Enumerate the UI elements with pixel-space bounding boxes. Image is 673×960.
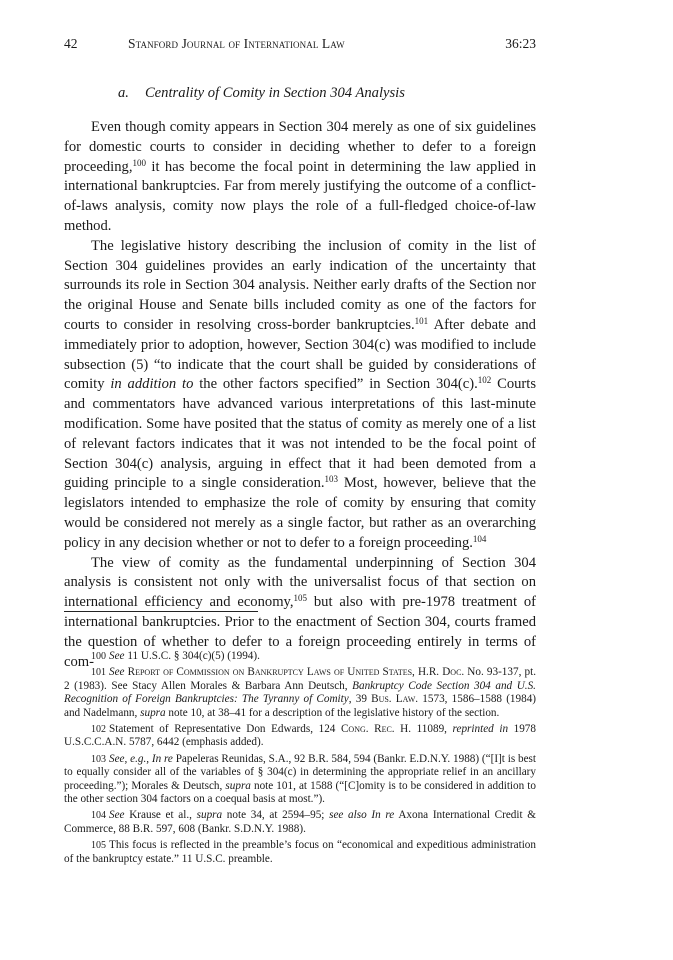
text-run: After debate and immediately prior to adoption, however, Section 304(c) was modified to include subsection (5) “to indicate that the court shall be guided by considerations of comity (64, 316, 536, 393)
supra: supra (140, 706, 166, 719)
footnote-number: 102 (91, 724, 106, 736)
footnote-102 (64, 723, 536, 750)
text-run: but also with pre-1978 treatment of international bankruptcies. Prior to the enactment of Section 304, courts framed the question of whether to defer to a foreign proceeding entirely in terms of com- (64, 594, 536, 670)
text-run: Most, however, believe that the legislators intended to emphasize the role of comity by ensuring that comity would be considered not merely as a single factor, but rather as an overarching policy in any decision whether or not to defer to a foreign proceeding. (64, 475, 536, 551)
text-run: Even though comity appears in Section 304 merely as one of six guidelines for domestic courts to consider in deciding whether to defer to a foreign proceeding, (64, 119, 536, 175)
footnote-text: 11 U.S.C. § 304(c)(5) (1994). (124, 650, 260, 662)
footnote-text: 1573, 1586–1588 (1984) and Nadelmann, (64, 693, 537, 719)
footnote-100 (64, 650, 536, 663)
footnote-text: note 101, at 1588 (“[C]omity is to be considered in addition to the other section 304 factors on a coequal basis at most.”). (64, 779, 536, 806)
footnote-104 (64, 809, 536, 836)
footnote-text: , 39 (348, 693, 372, 706)
footnote-text: This focus is reflected in the preamble’s focus on “economical and expeditious administration of the bankruptcy estate.” 11 U.S.C. preamble. (64, 839, 536, 865)
footnote-ref-103[interactable]: 103 (324, 474, 339, 485)
supra: supra (196, 809, 223, 822)
footnote-number: 104 (91, 810, 106, 822)
footnote-text: Statement of Representative Don Edwards, 124 (109, 723, 341, 736)
journal-abbrev: Bus. Law. (371, 693, 419, 706)
footnote-text: Axona International Credit & Commerce, 88 B.R. 597, 608 (Bankr. S.D.N.Y. 1988). (64, 809, 536, 835)
footnote-number: 100 (91, 651, 106, 662)
section-letter: a. (118, 85, 129, 101)
supra: supra (225, 779, 251, 792)
section-title: Centrality of Comity in Section 304 Analysis (144, 85, 405, 101)
footnote-ref-101[interactable]: 101 (414, 315, 429, 326)
footnote-number: 105 (91, 840, 106, 852)
paragraph-1 (64, 118, 536, 237)
footnote-ref-102[interactable]: 102 (477, 375, 492, 386)
footnote-number: 101 (91, 667, 106, 679)
footnote-text: No. 93-137, pt. 2 (1983). See Stacy Allen Morales & Barbara Ann Deutsch, (64, 666, 536, 692)
footnote-separator (64, 611, 258, 612)
text-run: it has become the focal point in determining the law applied in international bankruptcies. Far from merely justifying the outcome of a conflict-of-laws analysis, comity now plays the role of a full-fledged choice-of-law method. (64, 158, 536, 234)
article-title: Bankruptcy Code Section 304 and U.S. Recognition of Foreign Bankruptcies: The Tyranny of Comity (64, 679, 536, 706)
source-title: Report of Commission on Bankruptcy Laws of United States, H.R. Doc. (124, 666, 465, 679)
footnote-103 (64, 753, 536, 807)
journal-title: Stanford Journal of International Law (128, 36, 345, 51)
signal: See, e.g., In re (109, 752, 173, 765)
signal: See (109, 650, 125, 662)
text-run: Courts and commentators have advanced various interpretations of this last-minute modification. Some have posited that the status of comity as merely one of a list of relevant factors indicates that it was not intended to be the focal point of Section 304(c) analysis, arguing in effect that it had been demoted from a guiding principle to a single consideration. (64, 376, 537, 492)
footnotes (64, 650, 536, 869)
signal: See (109, 809, 125, 822)
signal: see also In re (329, 809, 395, 822)
footnote-text: 1978 U.S.C.C.A.N. 5787, 6442 (emphasis added). (64, 723, 536, 749)
section-heading (118, 85, 405, 102)
footnote-text: H. 11089, (394, 723, 453, 736)
footnote-number: 103 (91, 753, 106, 765)
text-run: The legislative history describing the inclusion of comity in the list of Section 304 guidelines provides an early indication of the uncertainty that surrounds its role in Section 304 analysis. Neither early drafts of the Section nor the original House and Senate bills included comity as one of the factors for courts to consider in resolving cross-border bankruptcies. (64, 237, 536, 333)
paragraph-2 (64, 237, 536, 554)
footnote-101 (64, 666, 536, 720)
journal-abbrev: Cong. Rec. (340, 723, 395, 736)
footnote-ref-105[interactable]: 105 (293, 593, 308, 604)
footnote-ref-100[interactable]: 100 (132, 157, 146, 168)
text-run: the other factors specified” in Section 304(c). (193, 376, 478, 393)
footnote-ref-104[interactable]: 104 (472, 533, 487, 544)
footnote-text: note 34, at 2594–95; (222, 809, 330, 822)
body-text (64, 118, 536, 672)
emphasis-text: in addition to (110, 376, 194, 393)
footnote-text: note 10, at 38–41 for a description of the legislative history of the section. (165, 706, 500, 719)
footnote-105 (64, 839, 536, 866)
running-header (64, 36, 536, 56)
footnote-text: Papeleras Reunidas, S.A., 92 B.R. 584, 594 (Bankr. E.D.N.Y. 1988) (“[I]t is best to equally consider all of the variables of § 304(c) in determining the appropriate relief in an ancillary proceeding.”); Morales & Deutsch, (64, 752, 536, 792)
footnote-text: Krause et al., (124, 809, 197, 822)
page-number: 42 (64, 36, 78, 51)
signal: See (109, 666, 125, 679)
text-run: The view of comity as the fundamental underpinning of Section 304 analysis is consistent not only with the universalist focus of that section on international efficiency and economy, (64, 554, 536, 611)
reprinted-in: reprinted in (452, 723, 509, 736)
volume-issue: 36:23 (505, 36, 536, 51)
